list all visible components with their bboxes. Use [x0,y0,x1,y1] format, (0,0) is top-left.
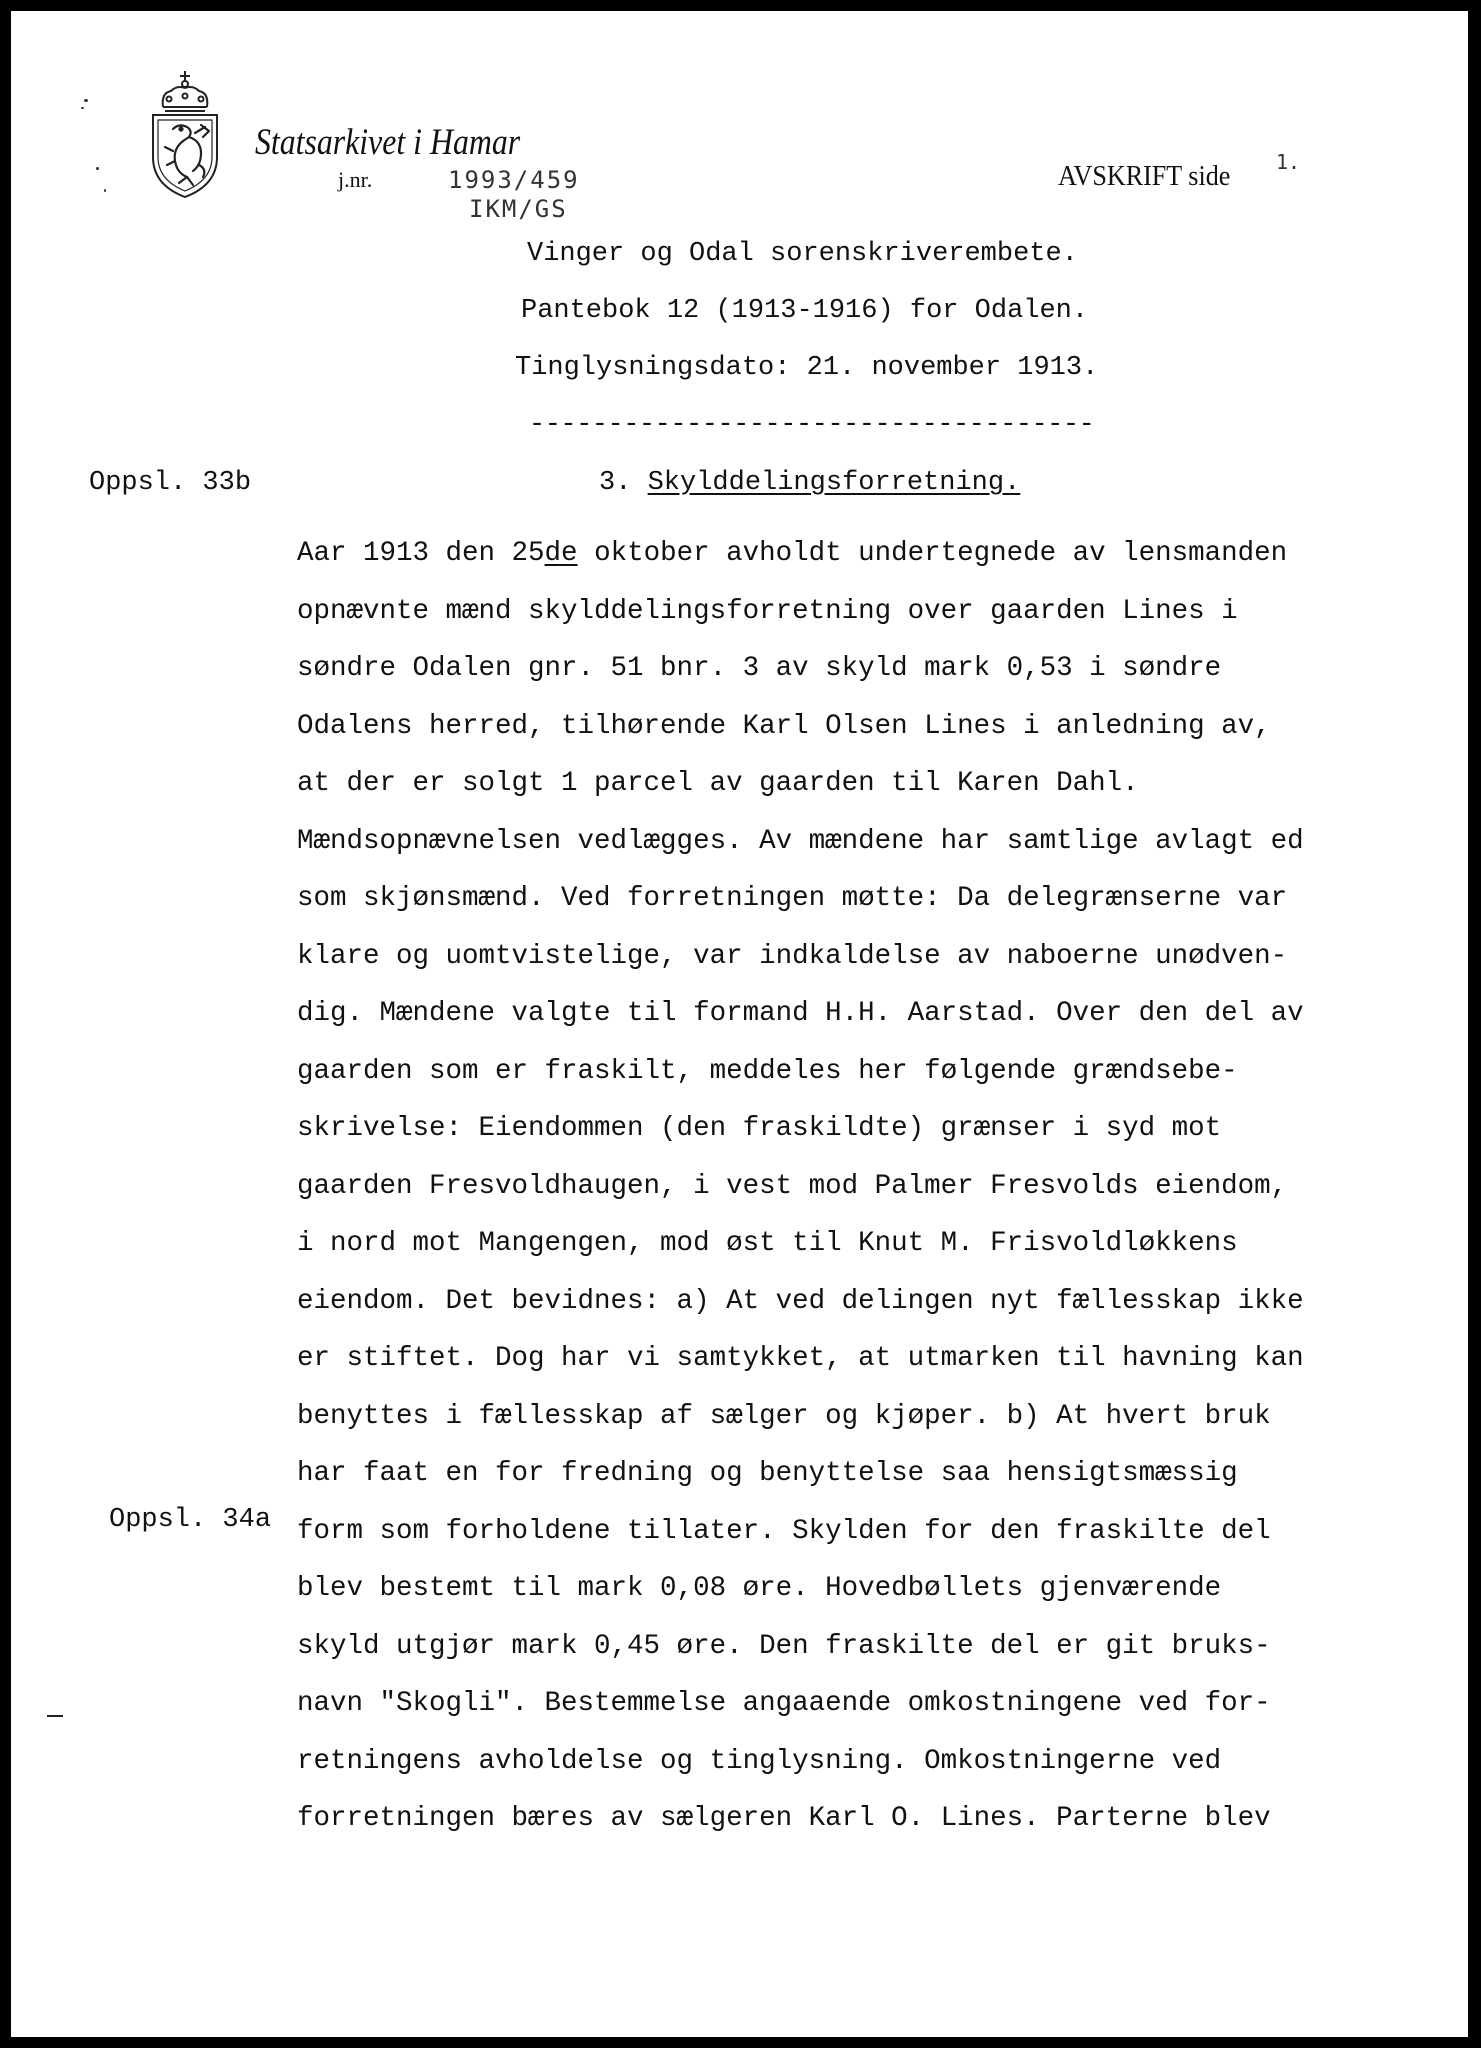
body-line-text: som skjønsmænd. Ved forretningen møtte: Da delegrænserne var [297,883,1288,914]
journal-number-label: j.nr. [338,167,373,192]
journal-number-value: 1993/459 [448,166,580,194]
date-heading: Tinglysningsdato: 21. november 1913. [515,353,1099,383]
office-heading: Vinger og Odal sorenskriverembete. [527,239,1078,269]
body-line-text: søndre Odalen gnr. 51 bnr. 3 av skyld mark 0,53 i søndre [297,653,1222,684]
body-line [297,525,1304,583]
body-line-text: forretningen bæres av sælgeren Karl O. Lines. Parterne blev [297,1803,1271,1834]
body-line [297,583,1304,641]
body-line-text: benyttes i fællesskap af sælger og kjøper. b) At hvert bruk [297,1400,1271,1432]
body-line [297,1100,1304,1158]
scan-speck [104,189,106,192]
body-line-text: gaarden Fresvoldhaugen, i vest mod Palmer Fresvolds eiendom, [297,1170,1288,1202]
body-line [297,1388,1304,1446]
body-line-text: skyld utgjør mark 0,45 øre. Den fraskilte del er git bruks- [297,1630,1271,1662]
body-line [297,1733,1304,1791]
margin-note: Oppsl. 34a [109,1505,272,1535]
body-line [297,1330,1304,1388]
archive-name: Statsarkivet i Hamar [255,122,521,163]
body-line [297,1790,1304,1848]
body-line [297,1445,1304,1503]
body-line [297,640,1304,698]
body-line-text: Aar 1913 den 25 [297,538,545,569]
body-line [297,1043,1304,1101]
coat-of-arms-logo [143,69,227,201]
body-line [297,1618,1304,1676]
margin-dash [47,1715,63,1717]
body-line-text: opnævnte mænd skylddelingsforretning over gaarden Lines i [297,595,1238,627]
body-line-text: skrivelse: Eiendommen (den fraskildte) grænser i syd mot [297,1113,1222,1144]
body-line-text: er stiftet. Dog har vi samtykket, at utmarken til havning kan [297,1343,1304,1374]
section-title-text: Skylddelingsforretning. [647,468,1021,498]
body-line [297,1560,1304,1618]
body-line [297,985,1304,1043]
journal-initials: IKM/GS [469,195,568,223]
scan-speck [81,107,84,109]
body-line [297,813,1304,871]
body-line [297,928,1304,986]
body-line-text: klare og uomtvistelige, var indkaldelse av naboerne unødven- [297,940,1288,972]
body-line [297,1273,1304,1331]
body-line [297,1675,1304,1733]
body-line-underlined: de [544,538,578,569]
section-number: 3. [599,468,632,498]
body-line-text: eiendom. Det bevidnes: a) At ved delingen nyt fællesskap ikke [297,1285,1304,1317]
body-line-text: Odalens herred, tilhørende Karl Olsen Lines i anledning av, [297,710,1271,742]
body-line-text: retningens avholdelse og tinglysning. Omkostningerne ved [297,1745,1222,1777]
body-line-text: navn "Skogli". Bestemmelse angaaende omkostningene ved for- [297,1688,1271,1719]
body-line [297,1215,1304,1273]
body-line-text: form som forholdene tillater. Skylden for den fraskilte del [297,1515,1271,1547]
margin-note: Oppsl. 33b [89,468,252,498]
scan-speck [96,167,99,170]
body-line [297,870,1304,928]
section-title [599,468,1020,498]
body-line-text: gaarden som er fraskilt, meddeles her følgende grændsebe- [297,1055,1238,1087]
page-number: 1. [1276,150,1301,174]
body-line [297,1158,1304,1216]
document-page [11,11,1468,2037]
body-text [297,525,1304,1848]
heading-divider: ------------------------------------ [529,410,1095,440]
body-line-text: blev bestemt til mark 0,08 øre. Hovedbøllets gjenværende [297,1573,1222,1604]
body-line-text: i nord mot Mangengen, mod øst til Knut M. Frisvoldløkkens [297,1228,1238,1259]
body-line [297,755,1304,813]
body-line-text: at der er solgt 1 parcel av gaarden til Karen Dahl. [297,768,1139,799]
scan-speck [84,99,88,102]
body-line [297,1503,1304,1561]
book-heading: Pantebok 12 (1913-1916) for Odalen. [521,296,1089,326]
body-line-text: oktober avholdt undertegnede av lensmanden [577,538,1288,569]
avskrift-label: AVSKRIFT side [1058,160,1231,192]
body-line [297,698,1304,756]
body-line-text: Mændsopnævnelsen vedlægges. Av mændene har samtlige avlagt ed [297,825,1304,857]
body-line-text: dig. Mændene valgte til formand H.H. Aarstad. Over den del av [297,998,1304,1029]
body-line-text: har faat en for fredning og benyttelse saa hensigtsmæssig [297,1458,1238,1489]
